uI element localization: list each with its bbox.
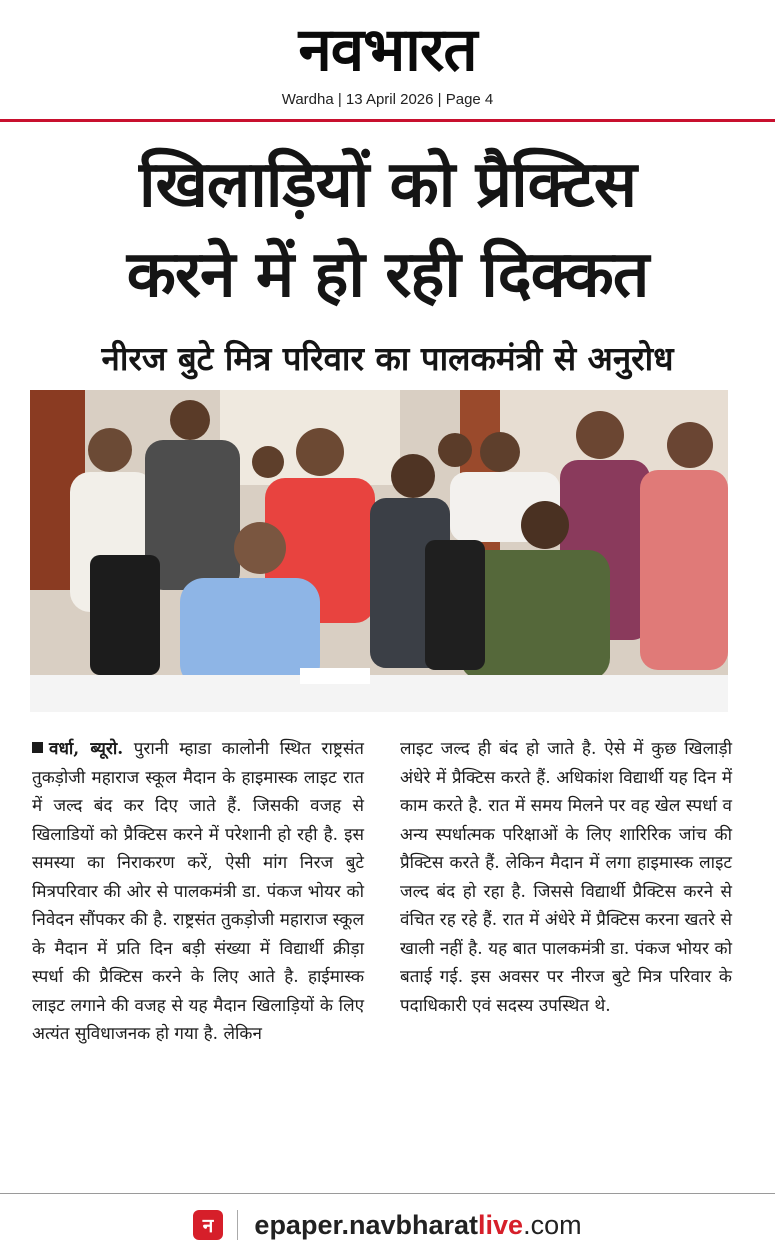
logo-glyph: न bbox=[203, 1215, 214, 1237]
article-column-2 bbox=[400, 735, 732, 1175]
article-body bbox=[32, 735, 732, 1175]
masthead-divider bbox=[0, 119, 775, 122]
article-column-2-text: लाइट जल्द ही बंद हो जाते है. ऐसे में कुछ खिलाड़ी अंधेरे में प्रैक्टिस करते हैं. अधिकांश विद्यार्थी यह दिन में काम करते है. रात में समय मिलने पर वह खेल स्पर्धा व अन्य स्पर्धात्मक परिक्षाओं के लिए शारिरिक जांच की प्रैक्टिस करते हैं. लेकिन मैदान में लगा हाइमास्क लाइट जल्द बंद हो रहा है. जिससे विद्यार्थी प्रैक्टिस करने से वंचित रह रहे हैं. रात में अंधेरे में प्रैक्टिस करना खतरे से खाली नहीं है. यह बात पालकमंत्री डा. पंकज भोयर को बताई गई. इस अवसर पर नीरज बुटे मित्र परिवार के पदाधिकारी एवं सदस्य उपस्थित थे. bbox=[400, 739, 732, 1016]
footer bbox=[0, 1205, 775, 1245]
navbharat-logo-icon bbox=[193, 1210, 223, 1240]
article-column-1 bbox=[32, 735, 364, 1175]
photo-image-icon bbox=[30, 390, 728, 712]
epaper-website-link[interactable] bbox=[254, 1208, 581, 1242]
footer-separator bbox=[237, 1210, 238, 1240]
navbharat-logo-icon-graphic bbox=[193, 1210, 223, 1240]
bullet-square-icon bbox=[32, 742, 43, 753]
article-dateline: वर्धा, ब्यूरो. bbox=[49, 739, 124, 759]
site-accent: live bbox=[478, 1210, 524, 1240]
headline-line-1: खिलाड़ियों को प्रैक्टिस bbox=[138, 148, 637, 222]
article-headline bbox=[20, 140, 755, 320]
masthead bbox=[0, 0, 775, 120]
article-subheadline: नीरज बुटे मित्र परिवार का पालकमंत्री से अनुरोध bbox=[101, 339, 674, 378]
footer-divider bbox=[0, 1193, 775, 1194]
site-prefix: epaper.navbharat bbox=[254, 1210, 479, 1240]
article-column-1-text: पुरानी म्हाडा कालोनी स्थित राष्ट्रसंत तुकड़ोजी महाराज स्कूल मैदान के हाइमास्क लाइट रात में जल्द बंद कर दिए जाते हैं. जिसकी वजह से खिलाडियों को प्रैक्टिस करने में परेशानी हो रही है. इस समस्या का निराकरण करें, ऐसी मांग निरज बुटे मित्रपरिवार की ओर से पालकमंत्री डा. पंकज भोयर को निवेदन सौंपकर की है. राष्ट्रसंत तुकड़ोजी महाराज स्कूल के मैदान में प्रति दिन बड़ी संख्या में विद्यार्थी क्रीड़ा स्पर्धा की प्रैक्टिस करने के लिए आते है. हाईमास्क लाइट लगाने की वजह से यह मैदान खिलाड़ियों के लिए अत्यंत सुविधाजनक हो गया है. लेकिन bbox=[32, 739, 364, 1044]
site-suffix: .com bbox=[523, 1210, 582, 1240]
newspaper-logo: नवभारत bbox=[298, 15, 477, 85]
article-photo bbox=[30, 390, 728, 712]
headline-line-2: करने में हो रही दिक्कत bbox=[126, 238, 649, 312]
edition-dateline: Wardha | 13 April 2026 | Page 4 bbox=[281, 91, 494, 108]
